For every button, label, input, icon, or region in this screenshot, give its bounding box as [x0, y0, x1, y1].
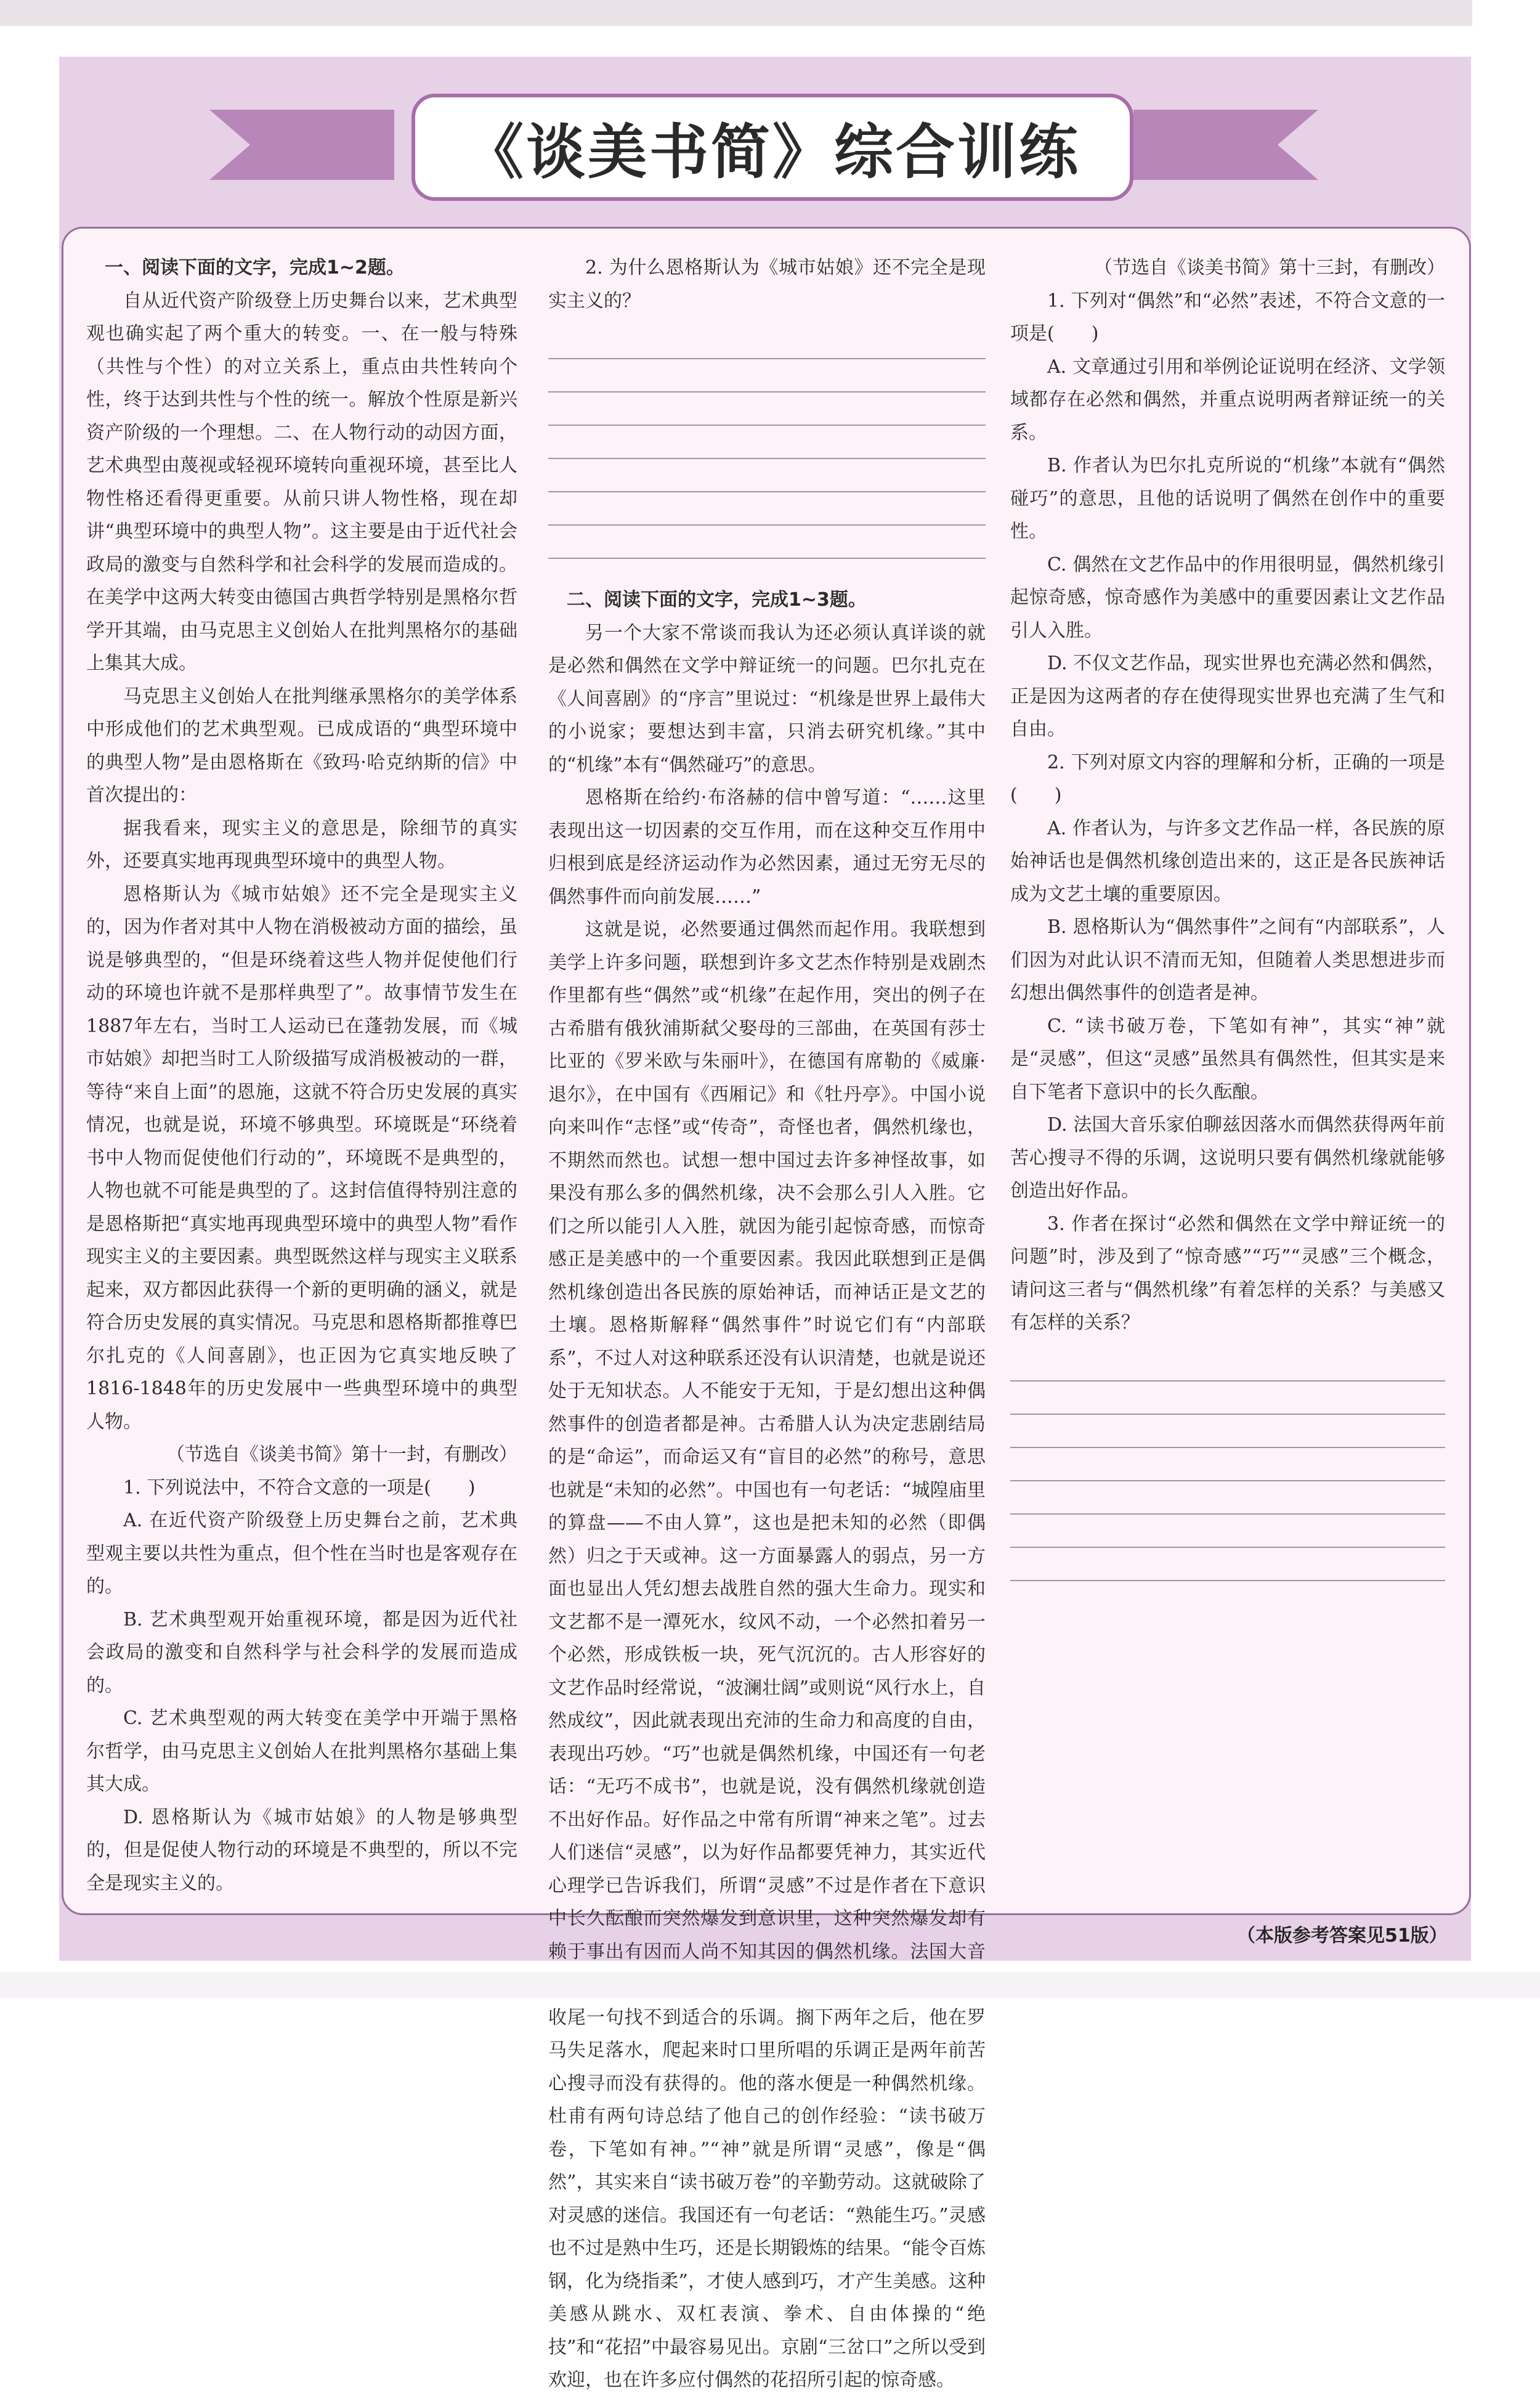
section1-heading: 一、阅读下面的文字，完成1~2题。: [105, 257, 405, 279]
answer-line[interactable]: [1010, 1481, 1445, 1515]
section1-paragraph: 自从近代资产阶级登上历史舞台以来，艺术典型观也确实起了两个重大的转变。一、在一般与特殊（共性与个性）的对立关系上，重点由共性转向个性，终于达到共性与个性的统一。解放个性原是新兴资产阶级的一个理想。二、在人物行动的动因方面，艺术典型由蔑视或轻视环境转向重视环境，甚至比人物性格还看得更重要。从前只讲人物性格，现在却讲“典型环境中的典型人物”。这主要是由于近代社会政局的激变与自然科学和社会科学的发展而造成的。在美学中这两大转变由德国古典哲学特别是黑格尔哲学开其端，由马克思主义创始人在批判黑格尔的基础上集其大成。: [86, 290, 517, 674]
answer-line[interactable]: [548, 359, 986, 393]
s2-q2-option-d: D. 法国大音乐家伯聊兹因落水而偶然获得两年前苦心搜寻不得的乐调，这说明只要有偶然机缘就能够创造出好作品。: [1010, 1114, 1445, 1202]
section1-paragraph: 马克思主义创始人在批判继承黑格尔的美学体系中形成他们的艺术典型观。已成成语的“典型环境中的典型人物”是由恩格斯在《致玛·哈克纳斯的信》中首次提出的：: [86, 685, 517, 806]
s1-q1-stem: 1. 下列说法中，不符合文意的一项是( ): [123, 1476, 476, 1499]
column-2: [548, 251, 986, 2397]
section2-source: （节选自《谈美书简》第十三封，有删改）: [1094, 257, 1445, 279]
s1-q1-option-a: A. 在近代资产阶级登上历史舞台之前，艺术典型观主要以共性为重点，但个性在当时也是客观存在的。: [86, 1510, 517, 1597]
page-title: 《谈美书简》综合训练: [464, 116, 1080, 187]
section1-quote: 据我看来，现实主义的意思是，除细节的真实外，还要真实地再现典型环境中的典型人物。: [86, 817, 517, 872]
answer-line[interactable]: [548, 459, 986, 492]
s1-q1-option-c: C. 艺术典型观的两大转变在美学中开端于黑格尔哲学，由马克思主义创始人在批判黑格尔基础上集其大成。: [86, 1707, 517, 1795]
top-strip: [0, 0, 1472, 26]
s2-q1-option-d: D. 不仅文艺作品，现实世界也充满必然和偶然，正是因为这两者的存在使得现实世界也充满了生气和自由。: [1010, 653, 1445, 740]
column-3: [1010, 251, 1445, 1581]
answer-line[interactable]: [548, 526, 986, 559]
section2-paragraph-long: 这就是说，必然要通过偶然而起作用。我联想到美学上许多问题，联想到许多文艺杰作特别是戏剧杰作里都有些“偶然”或“机缘”在起作用，突出的例子在古希腊有俄狄浦斯弑父娶母的三部曲，在英国有莎士比亚的《罗米欧与朱丽叶》，在德国有席勒的《威廉·退尔》，在中国有《西厢记》和《牡丹亭》。中国小说向来叫作“志怪”或“传奇”，奇怪也者，偶然机缘也，不期然而然也。试想一想中国过去许多神怪故事，如果没有那么多的偶然机缘，决不会那么引人入胜。它们之所以能引人入胜，就因为能引起惊奇感，而惊奇感正是美感中的一个重要因素。我因此联想到正是偶然机缘创造出各民族的原始神话，而神话正是文艺的土壤。恩格斯解释“偶然事件”时说它们有“内部联系”，不过人对这种联系还没有认识清楚，也就是说还处于无知状态。人不能安于无知，于是幻想出这种偶然事件的创造者都是神。古希腊人认为决定悲剧结局的是“命运”，而命运又有“盲目的必然”的称号，意思也就是“未知的必然”。中国也有一句老话：“城隍庙里的算盘——不由人算”，这也是把未知的必然（即偶然）归之于天或神。这一方面暴露人的弱点，另一方面也显出人凭幻想去战胜自然的强大生命力。现实和文艺都不是一潭死水，纹风不动，一个必然扣着另一个必然，形成铁板一块，死气沉沉的。古人形容好的文艺作品时经常说，“波澜壮阔”或则说“风行水上，自然成纹”，因此就表现出充沛的生命力和高度的自由，表现出巧妙。“巧”也就是偶然机缘，中国还有一句老话：“无巧不成书”，也就是说，没有偶然机缘就创造不出好作品。好作品之中常有所谓“神来之笔”。过去人们迷信“灵感”，以为好作品都要凭神力，其实近代心理学已告诉我们，所谓“灵感”不过是作者在下意识中长久酝酿而突然爆发到意识里，这种突然爆发却有赖于事出有因而人尚不知其因的偶然机缘。法国大音 收尾一句找不到适合的乐调。搁下两年之后，他在罗马失足落水，爬起来时口里所唱的乐调正是两年前苦心搜寻而没有获得的。他的落水便是一种偶然机缘。杜甫有两句诗总结了他自己的创作经验：“读书破万卷，下笔如有神。”“神”就是所谓“灵感”，像是“偶然”，其实来自“读书破万卷”的辛勤劳动。这就破除了对灵感的迷信。我国还有一句老话：“熟能生巧。”灵感也不过是熟中生巧，还是长期锻炼的结果。“能令百炼钢，化为绕指柔”，才使人感到巧，才产生美感。这种美感从跳水、双杠表演、拳术、自由体操的“绝技”和“花招”中最容易见出。京剧“三岔口”之所以受到欢迎，也在许多应付偶然的花招所引起的惊奇感。: [548, 919, 986, 2391]
s2-q2-option-b: B. 恩格斯认为“偶然事件”之间有“内部联系”，人们因为对此认识不清而无知，但随着人类思想进步而幻想出偶然事件的创造者是神。: [1010, 916, 1445, 1004]
answer-line[interactable]: [548, 426, 986, 459]
s2-q1-option-c: C. 偶然在文艺作品中的作用很明显，偶然机缘引起惊奇感，惊奇感作为美感中的重要因素让文艺作品引人入胜。: [1010, 553, 1445, 641]
s1-q2-answer-lines[interactable]: [548, 326, 986, 559]
title-banner: [411, 94, 1133, 201]
section1-source: （节选自《谈美书简》第十一封，有删改）: [166, 1444, 517, 1465]
s2-q3-stem: 3. 作者在探讨“必然和偶然在文学中辩证统一的问题”时，涉及到了“惊奇感”“巧”“灵感”三个概念，请问这三者与“偶然机缘”有着怎样的关系？与美感又有怎样的关系？: [1010, 1213, 1445, 1333]
section2-heading: 二、阅读下面的文字，完成1~3题。: [567, 589, 867, 611]
section2-paragraph: 另一个大家不常谈而我认为还必须认真详谈的就是必然和偶然在文学中辩证统一的问题。巴尔扎克在《人间喜剧》的“序言”里说过：“机缘是世界上最伟大的小说家；要想达到丰富，只消去研究机缘。”其中的“机缘”本有“偶然碰巧”的意思。: [548, 622, 986, 776]
column-1: [86, 251, 517, 1900]
answer-line[interactable]: [1010, 1382, 1445, 1415]
section1-paragraph: 恩格斯认为《城市姑娘》还不完全是现实主义的，因为作者对其中人物在消极被动方面的描绘，虽说是够典型的，“但是环绕着这些人物并促使他们行动的环境也许就不是那样典型了”。故事情节发生在1887年左右，当时工人运动已在蓬勃发展，而《城市姑娘》却把当时工人阶级描写成消极被动的一群，等待“来自上面”的恩施，这就不符合历史发展的真实情况，也就是说，环境不够典型。环境既是“环绕着书中人物而促使他们行动的”，环境既不是典型的，人物也就不可能是典型的了。这封信值得特别注意的是恩格斯把“真实地再现典型环境中的典型人物”看作现实主义的主要因素。典型既然这样与现实主义联系起来，双方都因此获得一个新的更明确的涵义，就是符合历史发展的真实情况。马克思和恩格斯都推尊巴尔扎克的《人间喜剧》，也正因为它真实地反映了1816-1848年的历史发展中一些典型环境中的典型人物。: [86, 883, 517, 1433]
section2-paragraph: 恩格斯在给约·布洛赫的信中曾写道：“……这里表现出这一切因素的交互作用，而在这种交互作用中归根到底是经济运动作为必然因素，通过无穷无尽的偶然事件而向前发展……”: [548, 787, 986, 908]
answer-line[interactable]: [1010, 1415, 1445, 1448]
answer-line[interactable]: [548, 492, 986, 526]
s2-q1-option-a: A. 文章通过引用和举例论证说明在经济、文学领域都存在必然和偶然，并重点说明两者辩证统一的关系。: [1010, 356, 1445, 444]
s1-q2-stem: 2. 为什么恩格斯认为《城市姑娘》还不完全是现实主义的？: [548, 257, 986, 312]
answer-line[interactable]: [1010, 1515, 1445, 1548]
s1-q1-option-b: B. 艺术典型观开始重视环境，都是因为近代社会政局的激变和自然科学与社会科学的发展而造成的。: [86, 1608, 517, 1696]
answer-line[interactable]: [1010, 1548, 1445, 1581]
answer-line[interactable]: [1010, 1448, 1445, 1481]
answer-reference-note: （本版参考答案见51版）: [1237, 1925, 1448, 1947]
s2-q1-option-b: B. 作者认为巴尔扎克所说的“机缘”本就有“偶然碰巧”的意思，且他的话说明了偶然在创作中的重要性。: [1010, 455, 1445, 542]
s2-q2-stem: 2. 下列对原文内容的理解和分析，正确的一项是( ): [1010, 751, 1445, 806]
s2-q2-option-c: C. “读书破万卷，下笔如有神”，其实“神”就是“灵感”，但这“灵感”虽然具有偶然性，但其实是来自下笔者下意识中的长久酝酿。: [1010, 1015, 1445, 1103]
s2-q2-option-a: A. 作者认为，与许多文艺作品一样，各民族的原始神话也是偶然机缘创造出来的，这正是各民族神话成为文艺土壤的重要原因。: [1010, 817, 1445, 905]
bottom-strip: [0, 1972, 1540, 1998]
answer-line[interactable]: [548, 326, 986, 359]
answer-line[interactable]: [1010, 1348, 1445, 1382]
answer-line[interactable]: [548, 393, 986, 426]
s1-q1-option-d: D. 恩格斯认为《城市姑娘》的人物是够典型的，但是促使人物行动的环境是不典型的，所以不完全是现实主义的。: [86, 1806, 517, 1894]
s2-q3-answer-lines[interactable]: [1010, 1348, 1445, 1581]
s2-q1-stem: 1. 下列对“偶然”和“必然”表述，不符合文意的一项是( ): [1010, 290, 1445, 344]
